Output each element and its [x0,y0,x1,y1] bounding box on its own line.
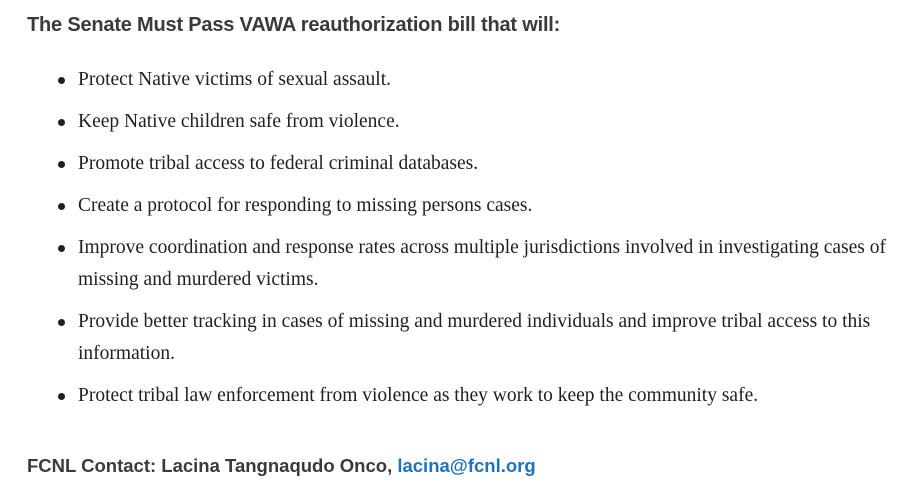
list-item [58,306,888,370]
list-item-text: Protect tribal law enforcement from violence as they work to keep the community safe. [78,385,759,406]
list-item [58,232,888,296]
bullet-icon [58,161,65,168]
list-item-text: Create a protocol for responding to missing persons cases. [78,195,533,216]
list-item [58,148,888,180]
list-item-text: Protect Native victims of sexual assault. [78,69,392,90]
contact-line [27,455,536,477]
list-item [58,64,888,96]
list-item-text: Improve coordination and response rates across multiple jurisdictions involved in investigating cases of missing and murdered victims. [78,237,886,290]
bullet-icon [58,119,65,126]
contact-email-link[interactable]: lacina@fcnl.org [397,455,536,476]
bullet-icon [58,393,65,400]
bullet-icon [58,245,65,252]
list-item-text: Keep Native children safe from violence. [78,111,400,132]
bullet-icon [58,319,65,326]
list-item [58,380,888,412]
list-item [58,106,888,138]
bullet-list [58,64,888,422]
list-item-text: Promote tribal access to federal criminal databases. [78,153,479,174]
section-heading: The Senate Must Pass VAWA reauthorization bill that will: [27,14,561,36]
list-item-text: Provide better tracking in cases of missing and murdered individuals and improve tribal access to this information. [78,311,871,364]
bullet-icon [58,77,65,84]
bullet-icon [58,203,65,210]
list-item [58,190,888,222]
contact-label: FCNL Contact: Lacina Tangnaqudo Onco, [27,455,398,476]
